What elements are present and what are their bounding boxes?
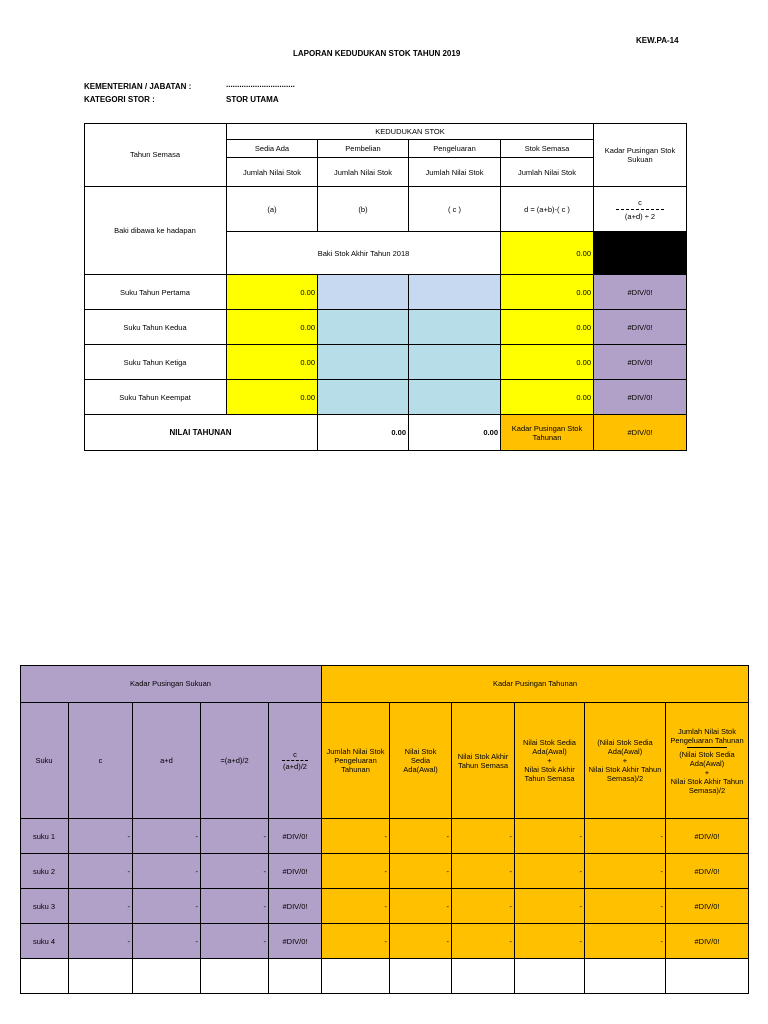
row-label-q2: Suku Tahun Kedua — [84, 309, 226, 344]
cell-sum: - — [514, 923, 584, 958]
kadar-formula — [593, 186, 686, 231]
q1-pembelian[interactable] — [317, 274, 408, 309]
q4-sedia-ada: 0.00 — [226, 379, 317, 414]
empty-cell[interactable] — [584, 958, 665, 993]
sum-plus: + — [547, 756, 552, 765]
cell-kadar-tahunan: #DIV/0! — [665, 853, 748, 888]
jumlah-nilai-stok-c: Jumlah Nilai Stok — [408, 157, 500, 186]
cell-stok-akhir: - — [451, 888, 514, 923]
cell-sedia-ada: - — [389, 853, 451, 888]
cell-c: - — [68, 923, 132, 958]
suku-label: suku 2 — [20, 853, 68, 888]
fraction-denominator: (a+d)/2 — [283, 762, 307, 771]
q4-pengeluaran[interactable] — [408, 379, 500, 414]
q3-kadar: #DIV/0! — [593, 344, 686, 379]
avg-part1: (Nilai Stok Sedia Ada(Awal) — [597, 738, 653, 756]
suku-label: suku 4 — [20, 923, 68, 958]
sum-part1: Nilai Stok Sedia Ada(Awal) — [523, 738, 576, 756]
last-mid1: (Nilai Stok Sedia Ada(Awal) — [679, 749, 735, 768]
baki-dibawa-label: Baki dibawa ke hadapan — [84, 186, 226, 274]
baki-akhir-value: 0.00 — [500, 231, 593, 274]
cell-stok-akhir: - — [451, 923, 514, 958]
header-kadar-tahunan-formula — [665, 702, 748, 818]
nilai-tahunan-c: 0.00 — [408, 414, 500, 450]
cell-jumlah: - — [321, 818, 389, 853]
cell-average: - — [200, 818, 268, 853]
cell-stok-akhir: - — [451, 853, 514, 888]
cell-a-plus-d: - — [132, 888, 200, 923]
q1-stok-semasa: 0.00 — [500, 274, 593, 309]
q3-sedia-ada: 0.00 — [226, 344, 317, 379]
letter-c: ( c ) — [408, 186, 500, 231]
cell-kadar-tahunan: #DIV/0! — [665, 888, 748, 923]
cell-kadar-sukuan: #DIV/0! — [268, 818, 321, 853]
kategori-label: KATEGORI STOR : — [84, 95, 155, 104]
baki-akhir-label: Baki Stok Akhir Tahun 2018 — [226, 231, 500, 274]
last-mid2: Nilai Stok Akhir Tahun Semasa)/2 — [670, 776, 744, 795]
sedia-ada-header: Sedia Ada — [226, 139, 317, 157]
last-top: Jumlah Nilai Stok Pengeluaran Tahunan — [670, 726, 744, 745]
sum-part2: Nilai Stok Akhir Tahun Semasa — [524, 765, 575, 783]
jumlah-nilai-stok-b: Jumlah Nilai Stok — [317, 157, 408, 186]
blacked-cell — [593, 231, 686, 274]
cell-sum: - — [514, 853, 584, 888]
header-average-stok — [584, 702, 665, 818]
cell-c: - — [68, 853, 132, 888]
q4-pembelian[interactable] — [317, 379, 408, 414]
cell-a-plus-d: - — [132, 818, 200, 853]
empty-cell[interactable] — [132, 958, 200, 993]
cell-a-plus-d: - — [132, 853, 200, 888]
cell-kadar-sukuan: #DIV/0! — [268, 853, 321, 888]
formula-denominator: (a+d) ÷ 2 — [624, 211, 656, 221]
cell-stok-akhir: - — [451, 818, 514, 853]
q1-sedia-ada: 0.00 — [226, 274, 317, 309]
cell-a-plus-d: - — [132, 923, 200, 958]
empty-cell[interactable] — [514, 958, 584, 993]
tahun-semasa-header: Tahun Semasa — [129, 150, 181, 159]
header-suku: Suku — [20, 702, 68, 818]
avg-part2: Nilai Stok Akhir Tahun Semasa)/2 — [588, 765, 662, 783]
cell-average-stok: - — [584, 888, 665, 923]
cell-jumlah: - — [321, 853, 389, 888]
q2-pembelian[interactable] — [317, 309, 408, 344]
cell-average-stok: - — [584, 923, 665, 958]
header-fraction — [268, 702, 321, 818]
suku-label: suku 3 — [20, 888, 68, 923]
empty-cell[interactable] — [665, 958, 748, 993]
q1-pengeluaran[interactable] — [408, 274, 500, 309]
header-a-plus-d: a+d — [132, 702, 200, 818]
cell-kadar-tahunan: #DIV/0! — [665, 818, 748, 853]
cell-sedia-ada: - — [389, 888, 451, 923]
header-jumlah-pengeluaran: Jumlah Nilai Stok Pengeluaran Tahunan — [321, 702, 389, 818]
cell-average-stok: - — [584, 853, 665, 888]
row-label-q4: Suku Tahun Keempat — [84, 379, 226, 414]
cell-average: - — [200, 923, 268, 958]
page-title: LAPORAN KEDUDUKAN STOK TAHUN 2019 — [293, 49, 461, 58]
pembelian-header: Pembelian — [317, 139, 408, 157]
formula-numerator: c — [638, 197, 642, 207]
row-label-q1: Suku Tahun Pertama — [84, 274, 226, 309]
q3-pengeluaran[interactable] — [408, 344, 500, 379]
cell-sum: - — [514, 888, 584, 923]
cell-kadar-sukuan: #DIV/0! — [268, 923, 321, 958]
q4-kadar: #DIV/0! — [593, 379, 686, 414]
q2-stok-semasa: 0.00 — [500, 309, 593, 344]
empty-cell[interactable] — [389, 958, 451, 993]
jumlah-nilai-stok-a: Jumlah Nilai Stok — [226, 157, 317, 186]
q1-kadar: #DIV/0! — [593, 274, 686, 309]
empty-cell[interactable] — [20, 958, 68, 993]
kementerian-value: ............................... — [226, 80, 295, 89]
letter-a: (a) — [226, 186, 317, 231]
cell-kadar-tahunan: #DIV/0! — [665, 923, 748, 958]
cell-sedia-ada: - — [389, 923, 451, 958]
cell-average: - — [200, 853, 268, 888]
cell-kadar-sukuan: #DIV/0! — [268, 888, 321, 923]
q4-stok-semasa: 0.00 — [500, 379, 593, 414]
nilai-tahunan-label: NILAI TAHUNAN — [84, 414, 317, 450]
empty-cell[interactable] — [68, 958, 132, 993]
kadar-tahunan-value: #DIV/0! — [593, 414, 686, 450]
cell-average-stok: - — [584, 818, 665, 853]
suku-label: suku 1 — [20, 818, 68, 853]
q3-pembelian[interactable] — [317, 344, 408, 379]
kadar-pusingan-tahunan-group: Kadar Pusingan Tahunan — [321, 665, 748, 702]
empty-cell[interactable] — [321, 958, 389, 993]
header-sum — [514, 702, 584, 818]
cell-sum: - — [514, 818, 584, 853]
cell-sedia-ada: - — [389, 818, 451, 853]
kementerian-label: KEMENTERIAN / JABATAN : — [84, 82, 192, 91]
header-average: =(a+d)/2 — [200, 702, 268, 818]
letter-b: (b) — [317, 186, 408, 231]
fraction-numerator: c — [293, 750, 297, 759]
kadar-pusingan-sukuan-group: Kadar Pusingan Sukuan — [20, 665, 321, 702]
cell-average: - — [200, 888, 268, 923]
header-c: c — [68, 702, 132, 818]
header-sedia-ada: Nilai Stok Sedia Ada(Awal) — [389, 702, 451, 818]
header-stok-akhir: Nilai Stok Akhir Tahun Semasa — [451, 702, 514, 818]
cell-c: - — [68, 888, 132, 923]
kedudukan-stok-header: KEDUDUKAN STOK — [226, 123, 593, 139]
q2-sedia-ada: 0.00 — [226, 309, 317, 344]
jumlah-nilai-stok-d: Jumlah Nilai Stok — [500, 157, 593, 186]
kadar-pusingan-sukuan-header: Kadar Pusingan Stok Sukuan — [593, 123, 686, 186]
kategori-value: STOR UTAMA — [226, 95, 279, 104]
empty-cell[interactable] — [200, 958, 268, 993]
q2-kadar: #DIV/0! — [593, 309, 686, 344]
nilai-tahunan-b: 0.00 — [317, 414, 408, 450]
empty-cell[interactable] — [268, 958, 321, 993]
row-label-q3: Suku Tahun Ketiga — [84, 344, 226, 379]
last-plus: + — [704, 767, 710, 777]
empty-cell[interactable] — [451, 958, 514, 993]
form-code: KEW.PA-14 — [636, 36, 679, 45]
letter-d-formula: d = (a+b)-( c ) — [500, 186, 593, 231]
q3-stok-semasa: 0.00 — [500, 344, 593, 379]
cell-jumlah: - — [321, 923, 389, 958]
cell-c: - — [68, 818, 132, 853]
stok-semasa-header: Stok Semasa — [500, 139, 593, 157]
pengeluaran-header: Pengeluaran — [408, 139, 500, 157]
avg-plus: + — [622, 756, 628, 765]
q2-pengeluaran[interactable] — [408, 309, 500, 344]
kadar-tahunan-label: Kadar Pusingan Stok Tahunan — [500, 414, 593, 450]
cell-jumlah: - — [321, 888, 389, 923]
